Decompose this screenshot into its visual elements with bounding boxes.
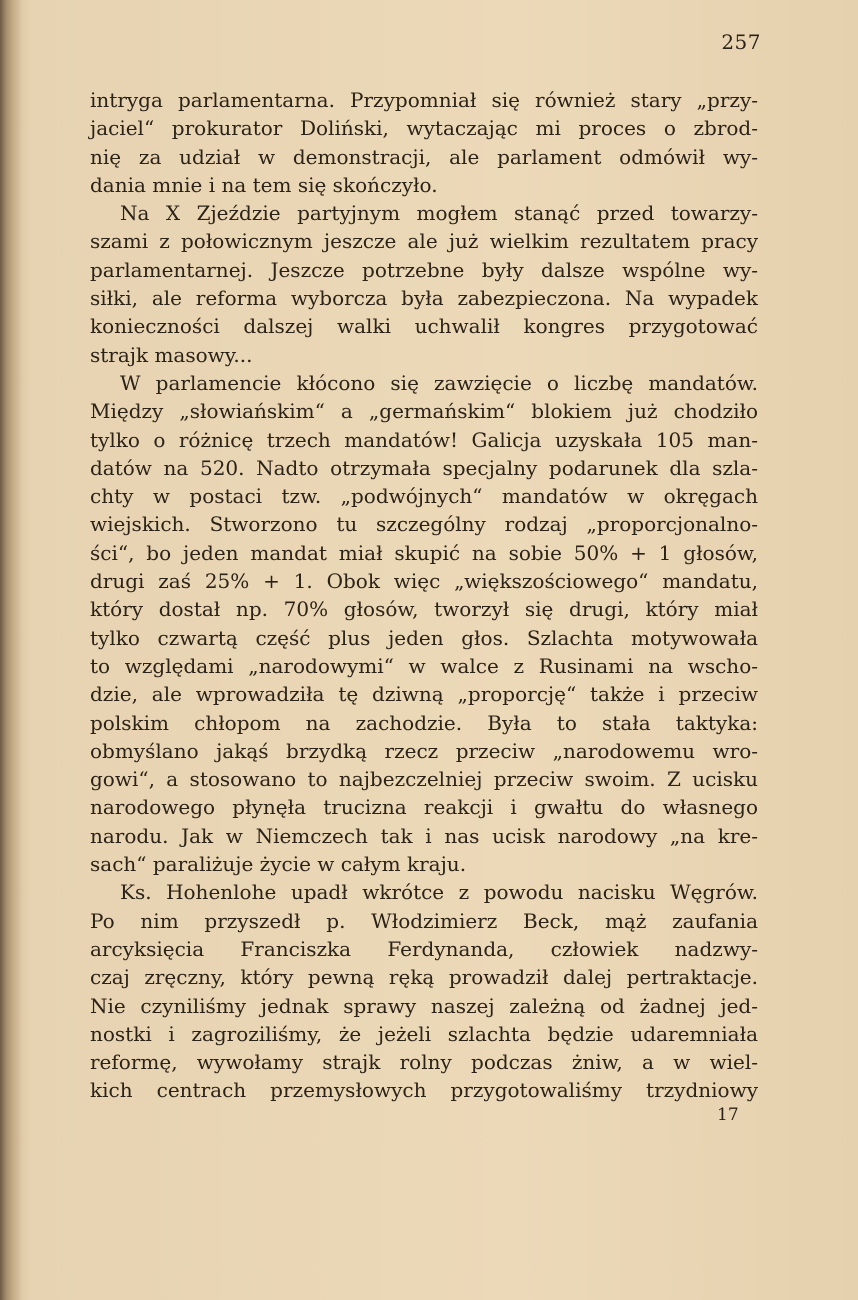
text-line: polskim chłopom na zachodzie. Była to stała taktyka: bbox=[90, 710, 758, 735]
text-line: dania mnie i na tem się skończyło. bbox=[90, 172, 438, 197]
text-line: narodowego płynęła trucizna reakcji i gwałtu do własnego bbox=[90, 795, 758, 820]
text-line: W parlamencie kłócono się zawzięcie o liczbę mandatów. bbox=[120, 370, 758, 395]
text-line: parlamentarnej. Jeszcze potrzebne były dalsze wspólne wy- bbox=[90, 257, 758, 282]
text-line: narodu. Jak w Niemczech tak i nas ucisk narodowy „na kre- bbox=[90, 823, 758, 848]
text-line: nostki i zagroziliśmy, że jeżeli szlachta będzie udaremniała bbox=[90, 1021, 758, 1046]
text-line: Między „słowiańskim“ a „germańskim“ blokiem już chodziło bbox=[90, 399, 758, 424]
text-line: tylko o różnicę trzech mandatów! Galicja uzyskała 105 man- bbox=[90, 427, 758, 452]
page-number: 257 bbox=[721, 30, 761, 54]
text-line: Nie czyniliśmy jednak sprawy naszej zależną od żadnej jed- bbox=[90, 993, 758, 1018]
text-line: strajk masowy... bbox=[90, 342, 253, 367]
text-line: to względami „narodowymi“ w walce z Rusinami na wscho- bbox=[90, 653, 758, 678]
text-line: nię za udział w demonstracji, ale parlament odmówił wy- bbox=[90, 144, 758, 169]
text-line: arcyksięcia Franciszka Ferdynanda, człowiek nadzwy- bbox=[90, 936, 758, 961]
text-line: chty w postaci tzw. „podwójnych“ mandatów w okręgach bbox=[90, 484, 758, 509]
text-line: jaciel“ prokurator Doliński, wytaczając mi proces o zbrod- bbox=[90, 116, 758, 141]
text-line: drugi zaś 25% + 1. Obok więc „większościowego“ mandatu, bbox=[90, 569, 758, 594]
page-spine-shadow bbox=[0, 0, 22, 1300]
text-line: szami z połowicznym jeszcze ale już wielkim rezultatem pracy bbox=[90, 229, 758, 254]
text-line: gowi“, a stosowano to najbezczelniej przeciw swoim. Z ucisku bbox=[90, 767, 758, 792]
text-line: który dostał np. 70% głosów, tworzył się drugi, który miał bbox=[90, 597, 758, 622]
text-line: obmyślano jakąś brzydką rzecz przeciw „narodowemu wro- bbox=[90, 738, 758, 763]
text-line: reformę, wywołamy strajk rolny podczas żniw, a w wiel- bbox=[90, 1050, 758, 1075]
text-line: dzie, ale wprowadziła tę dziwną „proporcję“ także i przeciw bbox=[90, 682, 758, 707]
text-line: wiejskich. Stworzono tu szczególny rodzaj „proporcjonalno- bbox=[90, 512, 758, 537]
text-line: siłki, ale reforma wyborcza była zabezpieczona. Na wypadek bbox=[90, 286, 758, 311]
signature-mark: 17 bbox=[717, 1105, 739, 1125]
text-line: Na X Zjeździe partyjnym mogłem stanąć przed towarzy- bbox=[120, 201, 758, 226]
body-text bbox=[90, 86, 758, 1105]
text-line: tylko czwartą część plus jeden głos. Szlachta motywowała bbox=[90, 625, 758, 650]
text-line: sach“ paraliżuje życie w całym kraju. bbox=[90, 852, 467, 877]
text-line: Ks. Hohenlohe upadł wkrótce z powodu nacisku Węgrów. bbox=[120, 880, 758, 905]
text-line: konieczności dalszej walki uchwalił kongres przygotować bbox=[90, 314, 758, 339]
text-line: Po nim przyszedł p. Włodzimierz Beck, mąż zaufania bbox=[90, 908, 758, 933]
text-line: czaj zręczny, który pewną ręką prowadził dalej pertraktacje. bbox=[90, 965, 758, 990]
text-line: datów na 520. Nadto otrzymała specjalny podarunek dla szla- bbox=[90, 455, 758, 480]
text-line: intryga parlamentarna. Przypomniał się również stary „przy- bbox=[90, 88, 758, 112]
text-line: ści“, bo jeden mandat miał skupić na sobie 50% + 1 głosów, bbox=[90, 540, 758, 565]
text-line: kich centrach przemysłowych przygotowaliśmy trzydniowy bbox=[90, 1078, 758, 1103]
